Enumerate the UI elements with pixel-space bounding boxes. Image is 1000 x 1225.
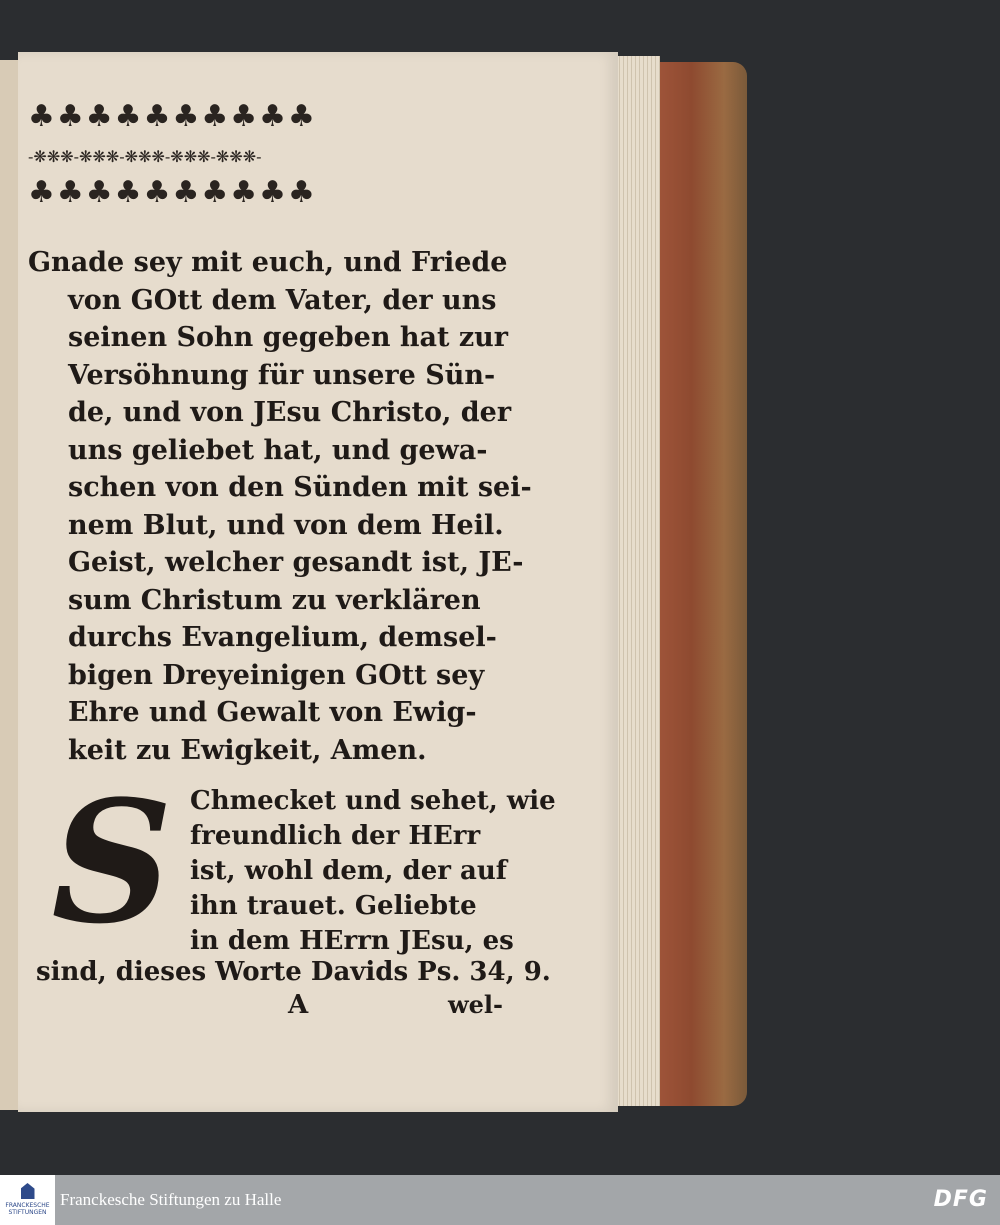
text-line-full-width: sind, dieses Worte Davids Ps. 34, 9.: [36, 957, 551, 987]
signature-mark: A: [288, 990, 309, 1020]
paragraph-sermon: [190, 784, 556, 959]
ornament-bottom-row: ♣♣♣♣♣♣♣♣♣♣: [28, 176, 317, 210]
page-edges: [616, 56, 660, 1106]
text-line: ihn trauet. Geliebte: [190, 891, 477, 921]
text-line: nem Blut, und von dem Heil.: [68, 509, 504, 541]
text-line: Ehre und Gewalt von Ewig-: [68, 697, 477, 728]
ornament-band: -❋❋❋-❋❋❋-❋❋❋-❋❋❋-❋❋❋-: [28, 147, 262, 166]
decorated-initial: S: [51, 763, 173, 961]
text-line: Chmecket und sehet, wie: [190, 786, 556, 816]
text-line: keit zu Ewigkeit, Amen.: [68, 734, 427, 766]
text-line: schen von den Sünden mit sei-: [68, 472, 532, 503]
text-line: de, und von JEsu Christo, der: [68, 397, 512, 428]
footer-bar: [0, 1175, 1000, 1225]
paragraph-greeting: [28, 244, 532, 769]
text-line: sum Christum zu verklären: [68, 584, 481, 616]
text-line: freundlich der HErr: [190, 821, 481, 851]
institution-logo[interactable]: [0, 1175, 55, 1225]
catchword: wel-: [448, 990, 504, 1019]
left-page-edge: [0, 60, 20, 1110]
text-line: von GOtt dem Vater, der uns: [68, 284, 497, 316]
text-line: Geist, welcher gesandt ist, JE-: [68, 547, 524, 578]
text-line: Gnade sey mit euch, und Friede: [28, 247, 508, 278]
book-cover-edge: [655, 62, 747, 1106]
text-line: bigen Dreyeinigen GOtt sey: [68, 659, 485, 691]
text-line: ist, wohl dem, der auf: [190, 856, 507, 886]
logo-text: FRANCKESCHE STIFTUNGEN: [5, 1202, 50, 1216]
institution-name: Franckesche Stiftungen zu Halle: [60, 1190, 282, 1209]
text-line: durchs Evangelium, demsel-: [68, 622, 497, 653]
dfg-logo[interactable]: DFG: [933, 1187, 988, 1212]
text-line: seinen Sohn gegeben hat zur: [68, 322, 509, 353]
ornament-top-row: ♣♣♣♣♣♣♣♣♣♣: [28, 100, 317, 134]
text-line: Versöhnung für unsere Sün-: [68, 359, 496, 391]
text-line: in dem HErrn JEsu, es: [190, 926, 514, 956]
text-line: uns geliebet hat, und gewa-: [68, 434, 488, 466]
building-icon: [21, 1183, 35, 1199]
